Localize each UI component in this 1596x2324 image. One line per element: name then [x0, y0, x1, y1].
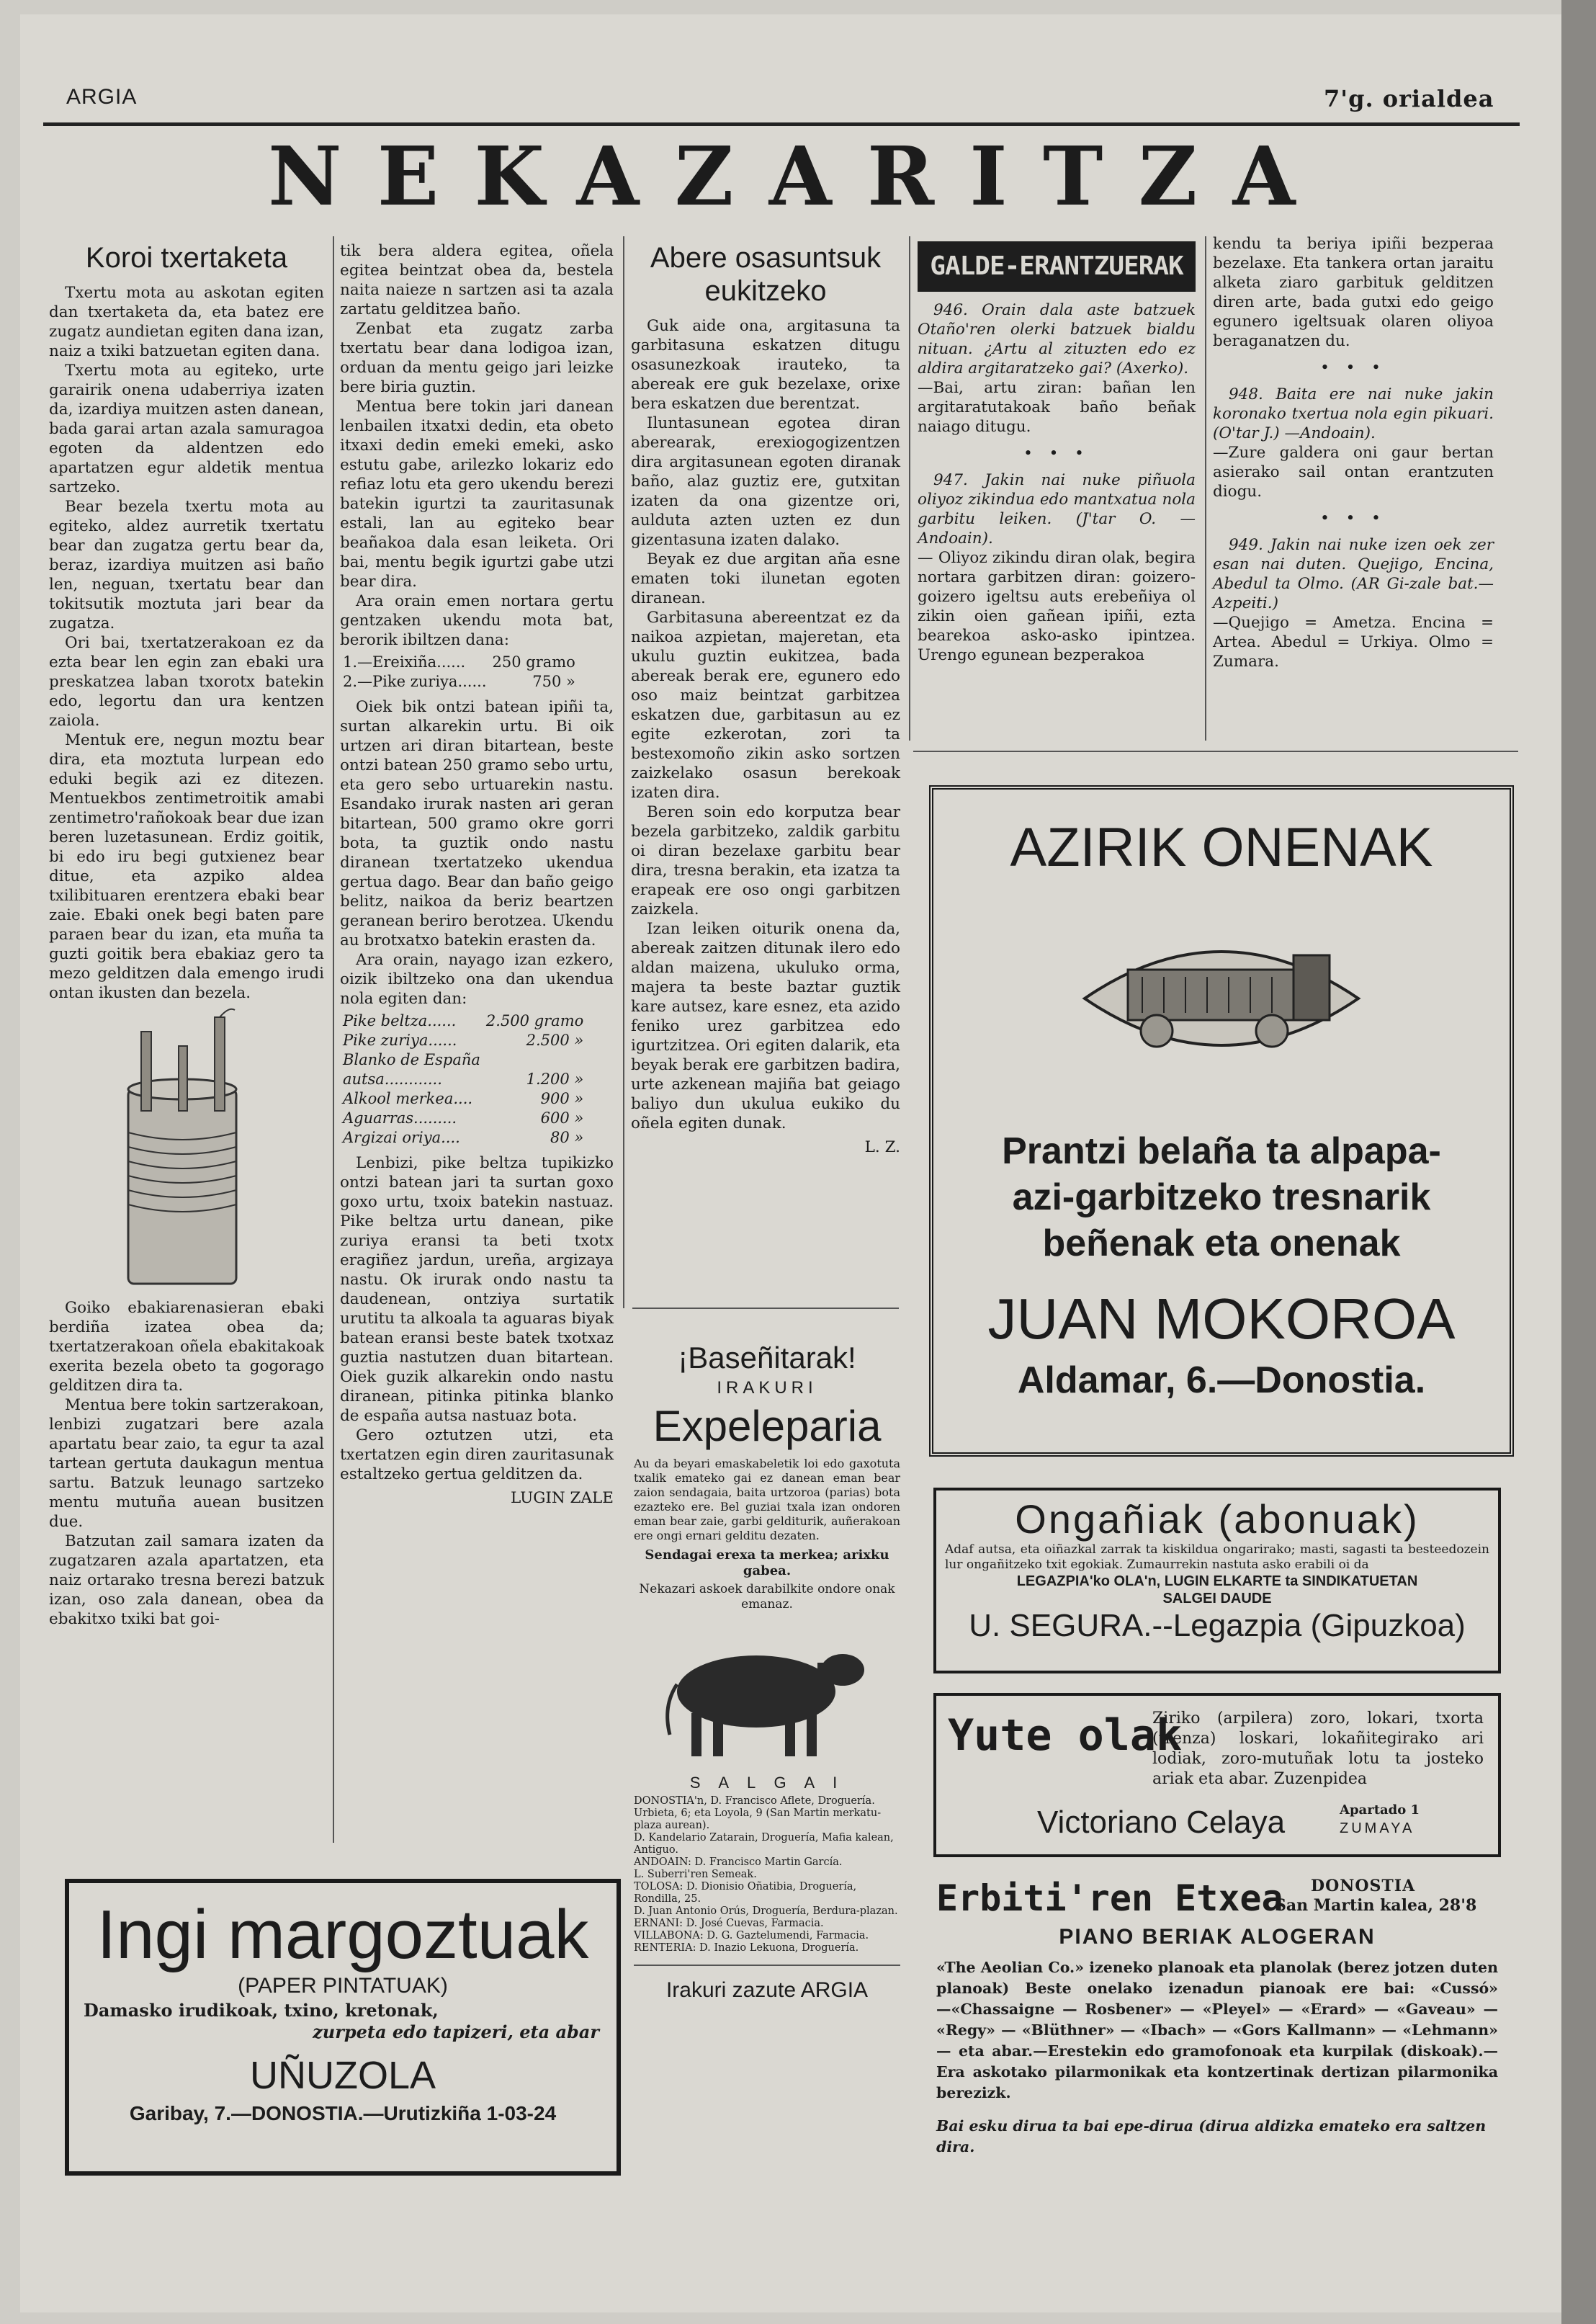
paragraph: Mentua bere tokin sartzerakoan, lenbizi zugatzari bere azala apartatu bear zaio, ta egur ta azal tartean gertuta daukagun mentua sartu. Batzuk leunago sartzeko mentu mutuña auean busitzen due.: [49, 1396, 324, 1531]
ad-headline: AZIRIK ONENAK: [1010, 817, 1433, 878]
ad-line: LEGAZPIA'ko OLA'n, LUGIN ELKARTE ta SINDIKATUETAN: [1016, 1573, 1418, 1589]
ad-title: Erbiti'ren Etxea: [936, 1877, 1283, 1919]
paragraph: Bear bezela txertu mota au egiteko, aldez aurretik txertatu bear dan zugatza gertu bear da, beraz, izardiya muitzen asi baño len, neguan, txertatu bear dan tokitsutik moztuta jari bear da zugatza.: [49, 498, 324, 633]
ad-irakurri: IRAKURI: [717, 1378, 817, 1398]
question: 948. Baita ere nai nuke jakin koronako txertua nola egin pikuari. (O'tar J.) —Andoain).: [1213, 385, 1494, 442]
paragraph: Batzutan zail samara izaten da zugatzaren azala apartatzen, eta naiz ortarako tresna berezi batzuk izan, oso zala danean, obea da ebakitxo txiki bat goi-: [49, 1532, 324, 1628]
ad-subtitle: (PAPER PINTATUAK): [238, 1974, 448, 1998]
paragraph: Garbitasuna abereentzat ez da naikoa azpietan, majeretan, eta ukulu guztin eukitzea, bada abereak berak ere, egunero edo oso maiz beintzat garbitzea eskatzen due, garbitasun au ez egite ezkerotan, zori ta bestexomoño zikin asko sortzen zaizkelako osasun berekoak izaten dira.: [631, 609, 900, 802]
table-row: [340, 1070, 586, 1089]
separator-dots: • • •: [1320, 359, 1386, 377]
paragraph: Txertu mota au askotan egiten dan txertaketa da, eta batez ere zugatz aundietan egiten dana izan, naiz a txiki batzuetan egiten dana.: [49, 284, 324, 360]
paragraph: Guk aide ona, argitasuna ta garbitasuna eskatzen ditugu osasunezkoak irauteko, ta abereak ere guk bezelaxe, orixe bera eskatzen due berentzat.: [631, 317, 900, 413]
ingredient-quantity: [483, 1050, 586, 1070]
ingredient-name: Pike zuriya......: [343, 1032, 457, 1049]
table-row: [340, 1011, 586, 1031]
page-edge: [1561, 0, 1596, 2324]
seller-list: [634, 1795, 900, 1954]
ad-title: Yute olak: [948, 1710, 1183, 1761]
galde-erantzuerak-cont: [1213, 234, 1494, 671]
ad-line: SALGEI DAUDE: [1162, 1591, 1272, 1606]
ad-footer: Bai esku dirua ta bai epe-dirua (dirua aldizka emateko era saltzen dira.: [936, 2117, 1487, 2155]
article-koroi-txertaketa: [49, 241, 324, 1629]
table-row: [340, 1031, 586, 1050]
header-rule: [43, 122, 1520, 126]
ingredient-name: autsa............: [343, 1071, 442, 1088]
answer: kendu ta beriya ipiñi bezperaa bezelaxe. Eta tankera ortan jaraitu alketa ziaro garbituk gelditzen diren arte, bada gutxi edo geigo egunero igeltsuak olaren oliyoa beraganatzen du.: [1213, 235, 1494, 350]
ad-yute-olak: [933, 1693, 1501, 1857]
ad-title: Ingi margoztuak: [97, 1896, 589, 1973]
paragraph: Goiko ebakiarenasieran ebaki berdiña izatea obea da; txertatzerakoan oñela ebakitakoak exerita bezela obeto ta gogorago gelditzen dira ta.: [49, 1299, 324, 1395]
paragraph: Mentuk ere, negun moztu bear dira, eta moztuta lurpean edo eduki begik azi ez ditezen. Mentuekbos zentimetroitik amabi zentimetro'rañokoak bear due izan beren luzetasunean. Erdiz goitik, bi edo iru begi gutxienez bear ditue, eta azpiko aldea txilibituaren erentzera ebaki bear zaie. Ebaki onek begi baten pare paraen bear du izan, eta muña ta guzti goitik bera ebakiaz gero ta mezo gelditzen dala emengo irudi ontan ikusten dan bezela.: [49, 731, 324, 1002]
ingredient-quantity: 2.500 gramo: [485, 1012, 584, 1029]
recipe-table-2: [340, 1011, 586, 1148]
table-row: [340, 1128, 586, 1148]
column-rule-1: [333, 236, 334, 1843]
paragraph: Ara orain, nayago izan ezkero, oizik ibiltzeko ona dan ukendua nola egiten dan:: [340, 951, 614, 1008]
ad-address: San Martin kalea, 28'8: [1275, 1896, 1477, 1915]
ad-erbiti-etxea: [936, 1877, 1498, 2165]
seller-item: D. Juan Antonio Orús, Droguería, Berdura-plazan.: [634, 1905, 898, 1917]
seller-item: TOLOSA: D. Dionisio Oñatibia, Droguería, Rondilla, 25.: [634, 1881, 857, 1905]
ad-city: DONOSTIA: [1311, 1877, 1416, 1895]
table-row: [340, 1089, 586, 1109]
ad-ingi-margoztuak: [65, 1879, 621, 2176]
seller-item: L. Suberri'ren Semeak.: [634, 1869, 757, 1880]
recipe-table-1: [340, 653, 578, 692]
col3-bottom-rule: [632, 1308, 899, 1309]
answer: —Bai, artu ziran: bañan len argitaratutakoak baño beñak naiago ditugu.: [918, 379, 1196, 436]
paragraph: tik bera aldera egitea, oñela egitea beintzat obea da, bestela naita naieze n sartzen asi ta azala zartatu gelditzea baño.: [340, 242, 614, 318]
table-row: [340, 1109, 586, 1128]
ingredient-name: Blanko de España: [343, 1051, 480, 1068]
paragraph: Oiek bik ontzi batean ipiñi ta, surtan alkarekin urtu. Bi oik urtzen ari diran bitartean, beste ontzi batean 250 gramo sebo urtu, eta gero sebo urtuarekin nastu. Esandako irurak nasten ari geran bitartean, 500 gramo okre gorri bota, ta guztik ondo nastu diranean txertatzeko ukendua gertua dago. Bear dan baño geigo belitz, naikoa da beriz beartzen geranean beriro berotzea. Ukendu au brotxatxo batekin erasten da.: [340, 698, 614, 949]
grafted-branch-illustration: [49, 1003, 324, 1298]
seller-item: D. Kandelario Zatarain, Droguería, Mafia kalean, Antiguo.: [634, 1832, 894, 1856]
ad-business-name: UÑUZOLA: [249, 2054, 436, 2097]
ad-body: Ziriko (arpilera) zoro, lokari, txorta (trenza) loskari, lokañitegirako ari lodiak, zoro-mutuñak lotu ta josteko ariak eta abar. Zuzenpidea: [1152, 1710, 1484, 1788]
seller-item: ANDOAIN: D. Francisco Martin García.: [634, 1856, 843, 1868]
ingredient-quantity: 1.200 »: [526, 1071, 584, 1088]
ingredient-quantity: 250 gramo: [492, 653, 575, 671]
ingredient-quantity: 750 »: [532, 673, 575, 690]
article-title: GALDE-ERANTZUERAK: [918, 241, 1196, 292]
ad-apartado: Apartado 1: [1340, 1802, 1420, 1818]
table-row: [340, 672, 578, 692]
ad-expeleparia: [634, 1340, 900, 2147]
ad-desc-line: zurpeta edo tapizeri, eta abar: [313, 2021, 599, 2042]
ad-product-name: Expeleparia: [653, 1402, 882, 1450]
machine-icon: [1077, 898, 1366, 1099]
paragraph: Iluntasunean egotea diran aberearak, erexiogogizentzen dira argitasunean egoten diranak baño, alaz guztiz ere, gutxitan izaten da ona gizentze ori, aulduta azten uzten ez dun gizentasuna izaten dalako.: [631, 414, 900, 549]
article-koroi-txertaketa-cont: [340, 241, 614, 1508]
ad-strong-line: Sendagai erexa ta merkea; arixku gabea.: [645, 1547, 889, 1578]
ad-desc-line: Prantzi belaña ta alpapa-: [1002, 1130, 1441, 1172]
ad-description: [933, 1128, 1510, 1266]
ingredient-quantity: 600 »: [540, 1109, 584, 1127]
answer: —Zure galdera oni gaur bertan asierako sail ontan erantzuten diogu.: [1213, 444, 1494, 501]
ingredient-name: Argizai oriya....: [343, 1129, 460, 1146]
ad-desc-line: beñenak eta onenak: [1042, 1223, 1401, 1264]
answer: — Oliyoz zikindu diran olak, begira nortara garbitzen diran: goizero-goizero igeltsu auts erebeñiya ol zikin oien gañean ipiñi, ezta bearekoa asko-asko ipintzea. Urengo egunean bezperakoa: [918, 549, 1196, 664]
paragraph: Ori bai, txertatzerakoan ez da ezta bear len egin zan ebaki ura preskatzea laban txorotx batekin edo, legortu dan ura kentzen zaiola.: [49, 634, 324, 730]
question: 949. Jakin nai nuke izen oek zer esan nai duten. Quejigo, Encina, Abedul ta Olmo. (AR Gi-zale bat.—Azpeiti.): [1213, 536, 1494, 612]
ingredient-quantity: 80 »: [550, 1129, 584, 1146]
paragraph: Gero oztutzen utzi, eta txertatzen egin diren zauritasunak estaltzeko gertua gelditzen da.: [340, 1426, 614, 1483]
paragraph: Beren soin edo korputza bear bezela garbitzeko, zaldik garbitu oi diran bezelaxe garbitu bear dira, tresna berakin, eta izatza ta erapeak ere oso ongi garbitzen zaizkela.: [631, 803, 900, 919]
paragraph: Lenbizi, pike beltza tupikizko ontzi batean jari ta surtan goxo goxo urtu, txoix batekin nastuaz. Pike beltza urtu danean, pike zuriya eransi ta beti txotx eragiñez jardun, ureña, argizaya nastu. Ok irurak ondo nastu ta daudenean, ontziya surtatik urutitu ta alkoala ta aguaras biyak batean eransi beste batek txotxaz guztia nastutzen duan bitartean. Oiek guzik alkarekin ondo nastu diranean, pitinka pitinka blanko de españa autsa nastuaz bota.: [340, 1154, 614, 1425]
ad-address: Aldamar, 6.—Donostia.: [1017, 1359, 1426, 1401]
ad-title: Ongañiak (abonuak): [1015, 1496, 1420, 1542]
ad-ongariak: [933, 1488, 1501, 1673]
seller-item: DONOSTIA'n, D. Francisco Aflete, Droguería. Urbieta, 6; eta Loyola, 9 (San Martin merkatu-plaza aurean).: [634, 1795, 882, 1831]
ad-rule: [634, 1965, 900, 1966]
cow-icon: [634, 1612, 900, 1771]
seller-item: RENTERIA: D. Inazio Lekuona, Droguería.: [634, 1942, 859, 1954]
ad-body: «The Aeolian Co.» izeneko planoak eta planolak (berez jotzen duten planoak) Beste onelako izenadun pianoak ere bai: «Cussó» —«Chassaigne — Rosbener» — «Pleyel» — «Erard» — «Gaveau» — «Regy» — «Blüthner» — «Ibach» — «Gors Kallmann» — «Lehmann» — eta abar.—Erestekin edo gramofonoak eta kurpilak (diskoak).—Era askotako pilarmonikak eta kontzertinak dertizan pilarmonika berezizk.: [936, 1959, 1498, 2101]
ad-kicker: ¡Baseñitarak!: [678, 1341, 856, 1375]
ingredient-name: Pike beltza......: [343, 1012, 457, 1029]
header-publication: ARGIA: [66, 85, 138, 109]
ingredient-name: 2.—Pike zuriya......: [343, 673, 487, 690]
separator-dots: • • •: [1320, 509, 1386, 527]
ad-business-name: U. SEGURA.--Legazpia (Gipuzkoa): [969, 1608, 1466, 1643]
ingredient-name: Aguarras.........: [343, 1109, 457, 1127]
article-abere-osasuntsuk: [631, 241, 900, 1157]
column-rule-3: [909, 236, 910, 741]
answer: —Quejigo = Ametza. Encina = Artea. Abedul = Urkiya. Olmo = Zumara.: [1213, 614, 1494, 671]
ad-city: ZUMAYA: [1340, 1820, 1415, 1836]
ad-subtitle: PIANO BERIAK ALOGERAN: [1059, 1925, 1376, 1949]
paragraph: Izan leiken oiturik onena da, abereak zaitzen ditunak ilero edo aldan maizena, ukuluko orma, majera ta beste baztar guztik kare autsez, kare esnez, eta azido feniko urez garbitzea edo igurtzitzea. Ori egiten dalarik, eta beyak berak ere garbitzen badira, urte azkenean majiña bat geiago baliyo dun ukulua eukiko du oñela egiten dunak.: [631, 920, 900, 1132]
article-title: Abere osasuntsuk eukitzeko: [650, 242, 882, 307]
table-row: [340, 1050, 586, 1070]
ad-note: Nekazari askoek darabilkite ondore onak emanaz.: [639, 1582, 895, 1612]
question: 946. Orain dala aste batzuek Otaño'ren olerki batzuek bialdu nituan. ¿Artu al zituzten edo ez aldira argitaratzeko gai? (Axerko).: [918, 301, 1196, 377]
article-title: Koroi txertaketa: [85, 242, 288, 274]
ad-footer: Irakuri zazute ARGIA: [665, 1978, 869, 2002]
seed-cleaner-illustration: [1077, 898, 1366, 1099]
ad-desc-line: azi-garbitzeko tresnarik: [1012, 1176, 1431, 1218]
cow-illustration: [634, 1612, 900, 1771]
ad-business-name: JUAN MOKOROA: [987, 1287, 1456, 1351]
column-rule-4: [1205, 236, 1206, 741]
paragraph: Mentua bere tokin jari danean lenbailen itxatxi dedin, eta obeto itxaxi dedin emeki emeki, asko estutu gabe, arilezko lokariz edo refiaz lotu eta gero ukendu berezi batekin igurtzi ta zauritasunak estali, lan au egiteko bear beañakoa dala esan leiketa. Ori bai, mentu begik igurtzi gabe utzi bear dira.: [340, 398, 614, 591]
ad-salgai: S A L G A I: [689, 1774, 845, 1792]
ad-desc-line: Damasko irudikoak, txino, kretonak,: [84, 2000, 439, 2021]
paragraph: Zenbat eta zugatz zarba txertatu bear dana lodigoa izan, orduan da mentu geigo jari leizke bere biria guztin.: [340, 320, 614, 396]
ingredient-quantity: 2.500 »: [526, 1032, 584, 1049]
article-signature: LUGIN ZALE: [511, 1489, 614, 1507]
ad-business-name: Victoriano Celaya: [1037, 1805, 1286, 1840]
section-title: NEKAZARITZA: [268, 130, 1331, 224]
separator-dots: • • •: [1023, 444, 1090, 462]
paragraph: Beyak ez due argitan aña esne ematen toki ilunetan egoten diranean.: [631, 550, 900, 607]
table-row: [340, 653, 578, 672]
seller-item: ERNANI: D. José Cuevas, Farmacia.: [634, 1918, 824, 1929]
ad-azirik-onenak: [929, 785, 1514, 1457]
ad-address: Garibay, 7.—DONOSTIA.—Urutizkiña 1-03-24: [129, 2102, 557, 2124]
header-page-number: 7'g. orialdea: [1324, 85, 1494, 112]
paragraph: Ara orain emen nortara gertu gentzaken ukendu mota bat, berorik ibiltzen dana:: [340, 592, 614, 649]
ingredient-name: 1.—Ereixiña......: [343, 653, 466, 671]
ingredient-name: Alkool merkea....: [343, 1090, 473, 1107]
column-rule-2: [623, 236, 624, 1308]
ad-body: Au da beyari emaskabeletik loi edo gaxotuta txalik emateko gai ez danean eman bear zaion sendagaia, baita urtzoroa (parias) bota ezazteko ere. Bel guziai txala izan ondoren eman bear zaie, garbi gelditurik, auñerakoan ere ongi ernari gelditu dezaten.: [634, 1457, 900, 1542]
galde-bottom-rule: [913, 751, 1518, 752]
seller-item: VILLABONA: D. G. Gaztelumendi, Farmacia.: [634, 1930, 869, 1941]
article-signature: L. Z.: [864, 1138, 900, 1156]
question: 947. Jakin nai nuke piñuola oliyoz zikindua edo mantxatua nola garbitu leiken. (J'tar O. — Andoain).: [918, 471, 1196, 548]
ad-body: Adaf autsa, eta oiñazkal zarrak ta kiskildua ongarirako; masti, sagasti ta besteedozein lur ongañitzeko txit egokiak. Zumaurrekin nastuta asko erabili oi da: [945, 1542, 1489, 1572]
paragraph: Txertu mota au egiteko, urte garairik onena udaberriya izaten da, izardiya muitzen asten danean, bada garai artan azala samuragoa egoten da aldentzen edo apartatzen egur aldetik mentua sartzeko.: [49, 362, 324, 496]
ingredient-quantity: 900 »: [540, 1090, 584, 1107]
graft-illustration: [49, 1003, 324, 1298]
galde-erantzuerak: [918, 241, 1196, 665]
